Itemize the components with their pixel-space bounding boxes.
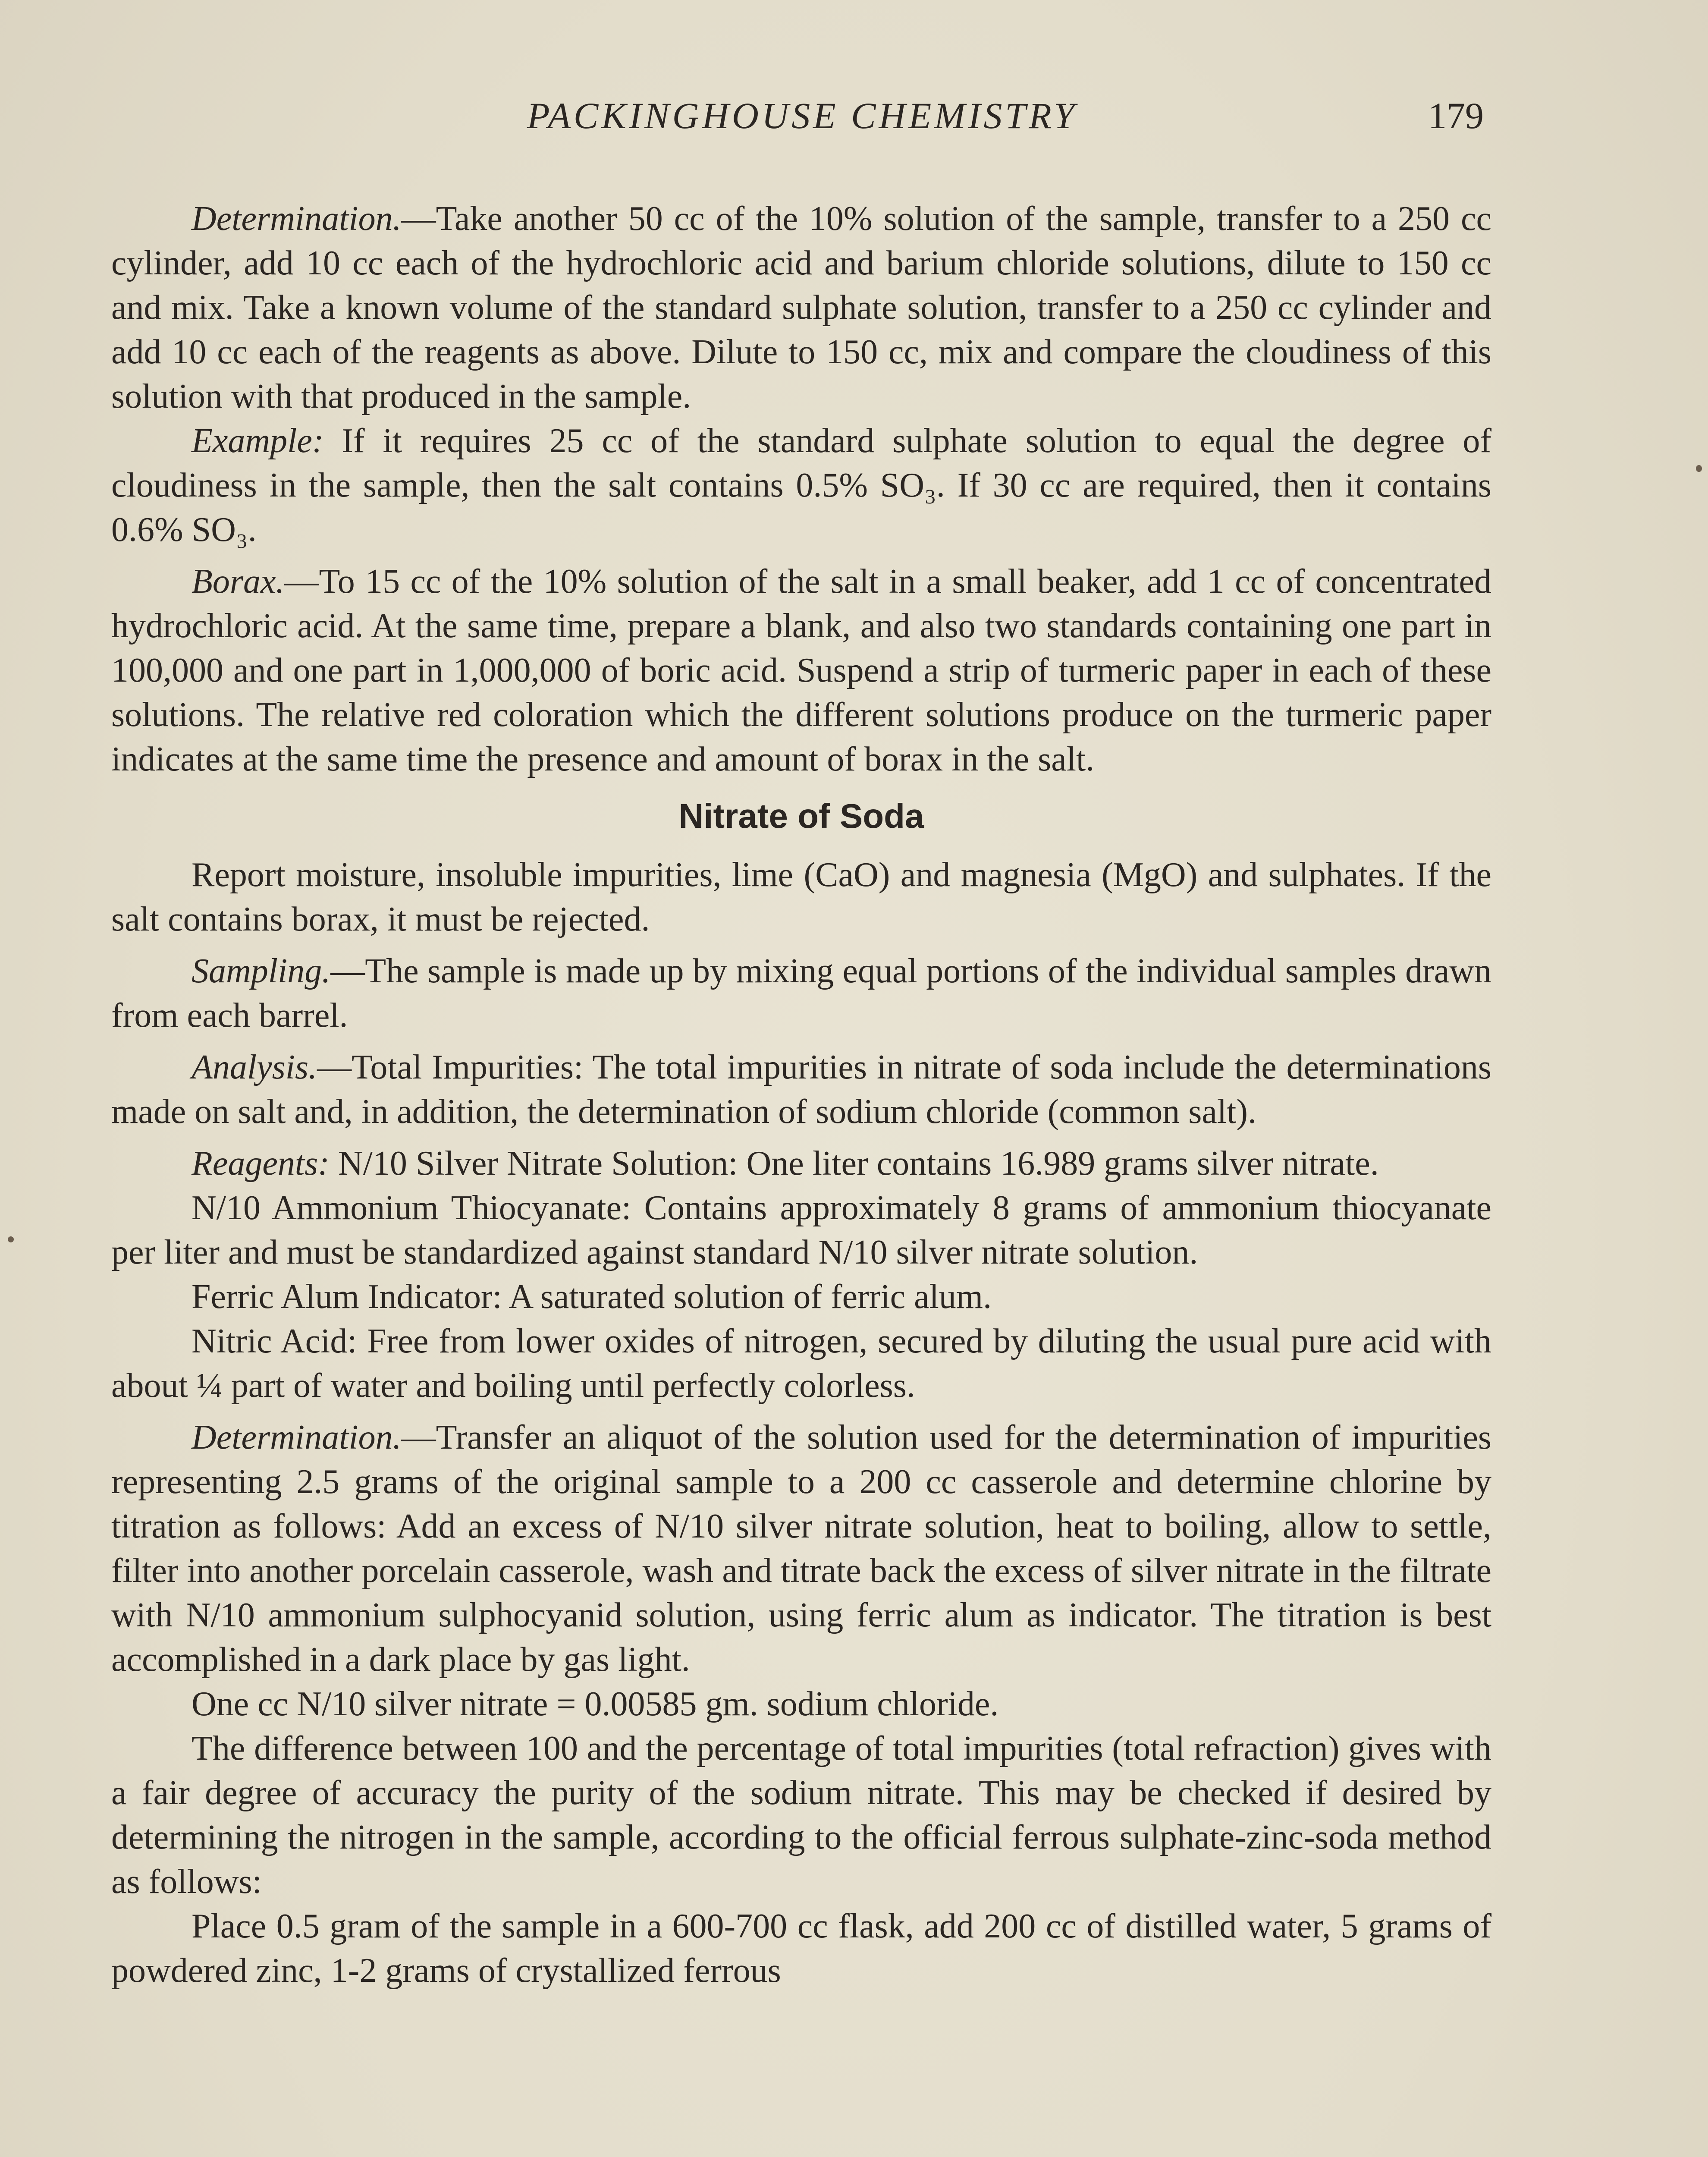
paragraph-text: N/10 Ammonium Thiocyanate: Contains approximately 8 grams of ammonium thiocyanate per liter and must be standardized against standard N/10 silver nitrate solution. (111, 1189, 1491, 1271)
running-title: PACKINGHOUSE CHEMISTRY (527, 95, 1078, 136)
paragraph-analysis (111, 1045, 1491, 1134)
paper-speck (1696, 465, 1702, 472)
paragraph-text: N/10 Silver Nitrate Solution: One liter contains 16.989 grams silver nitrate. (329, 1145, 1379, 1182)
paragraph-text: —Take another 50 cc of the 10% solution of the sample, transfer to a 250 cc cylinder, add 10 cc each of the hydrochloric acid and barium chloride solutions, dilute to 150 cc and mix. Take a known volume of the standard sulphate solution, transfer to a 250 cc cylinder and add 10 cc each of the reagents as above. Dilute to 150 cc, mix and compare the cloudiness of this solution with that produced in the sample. (111, 200, 1491, 415)
paragraph-borax (111, 560, 1491, 782)
page-number: 179 (1428, 95, 1484, 136)
paragraph-text: Report moisture, insoluble impurities, lime (CaO) and magnesia (MgO) and sulphates. If the salt contains borax, it must be rejected. (111, 856, 1491, 938)
paragraph-report (111, 853, 1491, 942)
paragraph-text: If it requires 25 cc of the standard sulphate solution to equal the degree of cloudiness in the sample, then the salt contains 0.5% SO₃. If 30 cc are required, then it contains 0.6% SO₃. (111, 422, 1491, 549)
paragraph-lead: Determination. (192, 1418, 402, 1456)
page-body (111, 197, 1491, 1993)
paragraph-chlorine-determination (111, 1415, 1491, 1682)
paragraph-example (111, 419, 1491, 552)
paragraph-reagents (111, 1141, 1491, 1186)
paragraph-nitric-acid (111, 1319, 1491, 1408)
paragraph-lead: Example: (192, 422, 324, 460)
paragraph-lead: Borax. (192, 563, 285, 601)
paper-speck (8, 1236, 14, 1242)
paragraph-thiocyanate (111, 1186, 1491, 1275)
paragraph-text: —To 15 cc of the 10% solution of the salt in a small beaker, add 1 cc of concentrated hydrochloric acid. At the same time, prepare a blank, and also two standards containing one part in 100,000 and one part in 1,000,000 of boric acid. Suspend a strip of turmeric paper in each of these solutions. The relative red coloration which the different solutions produce on the turmeric paper indicates at the same time the presence and amount of borax in the salt. (111, 563, 1491, 778)
paragraph-text: —Total Impurities: The total impurities in nitrate of soda include the determinations made on salt and, in addition, the determination of sodium chloride (common salt). (111, 1048, 1491, 1131)
paragraph-equivalence (111, 1682, 1491, 1726)
paragraph-text: —Transfer an aliquot of the solution used for the determination of impurities representing 2.5 grams of the original sample to a 200 cc casserole and determine chlorine by titration as follows: Add an excess of N/10 silver nitrate solution, heat to boiling, allow to settle, filter into another porcelain casserole, wash and titrate back the excess of silver nitrate in the filtrate with N/10 ammonium sulphocyanid solution, using ferric alum as indicator. The titration is best accomplished in a dark place by gas light. (111, 1418, 1491, 1679)
section-heading: Nitrate of Soda (678, 797, 924, 835)
paragraph-text: Ferric Alum Indicator: A saturated solution of ferric alum. (192, 1278, 992, 1316)
paragraph-lead: Reagents: (192, 1145, 330, 1182)
paragraph-lead: Sampling. (192, 952, 331, 990)
paragraph-text: Place 0.5 gram of the sample in a 600-700 cc flask, add 200 cc of distilled water, 5 grams of powdered zinc, 1-2 grams of crystallized ferrous (111, 1907, 1491, 1990)
paragraph-sulphate-determination (111, 197, 1491, 419)
paragraph-text: Nitric Acid: Free from lower oxides of nitrogen, secured by diluting the usual pure acid with about ¼ part of water and boiling until perfectly colorless. (111, 1322, 1491, 1405)
paragraph-lead: Analysis. (192, 1048, 317, 1086)
paragraph-sampling (111, 949, 1491, 1038)
paragraph-procedure (111, 1904, 1491, 1993)
paragraph-text: One cc N/10 silver nitrate = 0.00585 gm. sodium chloride. (192, 1685, 999, 1723)
paragraph-difference (111, 1726, 1491, 1904)
paragraph-text: —The sample is made up by mixing equal portions of the individual samples drawn from each barrel. (111, 952, 1491, 1034)
paragraph-ferric-alum (111, 1275, 1491, 1319)
paragraph-text: The difference between 100 and the percentage of total impurities (total refraction) gives with a fair degree of accuracy the purity of the sodium nitrate. This may be checked if desired by determining the nitrogen in the sample, according to the official ferrous sulphate-zinc-soda method as follows: (111, 1729, 1491, 1901)
paragraph-lead: Determination. (192, 200, 402, 238)
